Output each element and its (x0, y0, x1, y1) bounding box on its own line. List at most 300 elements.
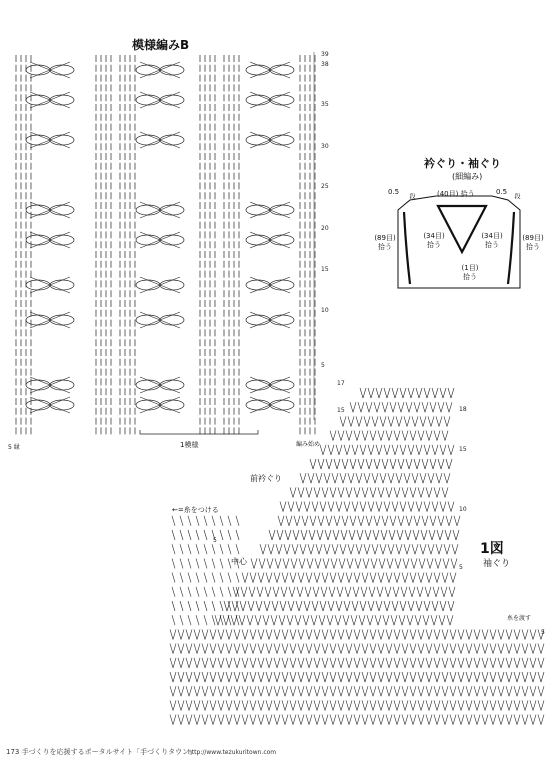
stitch-mark (541, 672, 544, 682)
motif-petal (160, 135, 184, 145)
stitch-mark (421, 431, 424, 441)
stitch-mark (303, 615, 306, 625)
stitch-mark (402, 431, 405, 441)
stitch-mark (282, 615, 285, 625)
stitch-mark (365, 644, 368, 654)
stitch-mark (345, 459, 348, 469)
stitch-mark (410, 629, 413, 639)
stitch-mark (490, 715, 493, 725)
stitch-mark (324, 587, 327, 597)
stitch-mark (390, 558, 393, 568)
stitch-mark (362, 431, 365, 441)
stitch-mark (242, 615, 245, 625)
stitch-mark (389, 672, 392, 682)
stitch-mark (448, 502, 451, 512)
stitch-mark (242, 629, 245, 639)
stitch-mark (374, 558, 377, 568)
stitch-mark (386, 644, 389, 654)
stitch-mark (396, 587, 399, 597)
stitch-mark (402, 715, 405, 725)
stitch-mark (229, 672, 232, 682)
stitch-mark (322, 686, 325, 696)
stitch-mark (202, 672, 205, 682)
stitch-mark (437, 686, 440, 696)
stitch-mark (386, 715, 389, 725)
stitch-mark (324, 544, 327, 554)
stitch-mark (333, 658, 336, 668)
stitch-mark (289, 587, 292, 597)
stitch-mark (282, 700, 285, 710)
stitch-mark (318, 558, 321, 568)
stitch-mark (354, 700, 357, 710)
stitch-mark (522, 686, 525, 696)
stitch-mark (354, 615, 357, 625)
stitch-mark (522, 658, 525, 668)
stitch-mark (298, 700, 301, 710)
stitch-mark (432, 530, 435, 540)
stitch-mark (525, 700, 528, 710)
stitch-mark (285, 573, 288, 583)
motif-petal (26, 380, 50, 390)
stitch-mark (293, 629, 296, 639)
stitch-mark (392, 502, 395, 512)
stitch-mark (506, 700, 509, 710)
stitch-mark (405, 686, 408, 696)
stitch-mark (389, 658, 392, 668)
stitch-mark (285, 686, 288, 696)
stitch-mark (341, 715, 344, 725)
stitch-mark (322, 644, 325, 654)
stitch-mark (281, 587, 284, 597)
stitch-mark (445, 530, 448, 540)
stitch-mark (405, 672, 408, 682)
stitch-mark (412, 416, 415, 426)
stitch-mark (498, 686, 501, 696)
stitch-mark (379, 558, 382, 568)
stitch-mark (430, 558, 433, 568)
stitch-mark (384, 445, 387, 455)
stitch-mark (501, 644, 504, 654)
stitch-mark (442, 672, 445, 682)
stitch-mark (372, 544, 375, 554)
stitch-mark (407, 544, 410, 554)
stitch-mark (290, 700, 293, 710)
stitch-mark (525, 644, 528, 654)
stitch-mark (331, 445, 334, 455)
stitch-mark (433, 516, 436, 526)
stitch-mark (490, 658, 493, 668)
stitch-mark (245, 715, 248, 725)
stitch-mark (178, 686, 181, 696)
stitch-mark (299, 502, 302, 512)
stitch-mark (325, 715, 328, 725)
stitch-mark (298, 487, 301, 497)
stitch-mark (431, 473, 434, 483)
stitch-mark (406, 558, 409, 568)
stitch-mark (424, 388, 427, 398)
stitch-mark (311, 544, 314, 554)
stitch-mark (474, 700, 477, 710)
stitch-mark (367, 473, 370, 483)
stitch-mark (196, 558, 199, 568)
stitch-mark (197, 658, 200, 668)
stitch-mark (416, 502, 419, 512)
stitch-mark (388, 416, 391, 426)
stitch-mark (485, 715, 488, 725)
stitch-mark (393, 516, 396, 526)
stitch-mark (441, 516, 444, 526)
left-side-label: (89目) 拾う (374, 234, 396, 251)
stitch-mark (342, 516, 345, 526)
stitch-mark (434, 672, 437, 682)
stitch-mark (378, 629, 381, 639)
stitch-mark (240, 601, 243, 611)
stitch-mark (202, 629, 205, 639)
stitch-mark (436, 416, 439, 426)
stitch-mark (322, 658, 325, 668)
stitch-mark (253, 686, 256, 696)
stitch-mark (329, 516, 332, 526)
stitch-mark (355, 558, 358, 568)
stitch-mark (346, 629, 349, 639)
stitch-mark (378, 431, 381, 441)
stitch-mark (525, 672, 528, 682)
pattern-b-title: 模様編みB (132, 38, 190, 52)
stitch-mark (276, 544, 279, 554)
stitch-mark (180, 544, 183, 554)
stitch-mark (418, 615, 421, 625)
stitch-mark (427, 502, 430, 512)
stitch-mark (194, 644, 197, 654)
stitch-mark (501, 700, 504, 710)
stitch-mark (269, 629, 272, 639)
stitch-mark (271, 615, 274, 625)
stitch-mark (506, 658, 509, 668)
stitch-mark (212, 587, 215, 597)
stitch-mark (336, 530, 339, 540)
stitch-mark (285, 629, 288, 639)
stitch-mark (365, 487, 368, 497)
stitch-mark (453, 686, 456, 696)
stitch-mark (421, 700, 424, 710)
stitch-mark (418, 644, 421, 654)
stitch-mark (229, 715, 232, 725)
stitch-mark (449, 459, 452, 469)
stitch-mark (451, 502, 454, 512)
motif-petal (270, 235, 294, 245)
stitch-mark (301, 644, 304, 654)
stitch-mark (264, 601, 267, 611)
stitch-mark (322, 629, 325, 639)
stitch-mark (356, 544, 359, 554)
stitch-mark (250, 644, 253, 654)
stitch-mark (226, 615, 229, 625)
stitch-mark (202, 658, 205, 668)
stitch-mark (419, 558, 422, 568)
stitch-mark (261, 629, 264, 639)
motif-petal (50, 400, 74, 410)
stitch-mark (279, 615, 282, 625)
stitch-mark (349, 644, 352, 654)
stitch-mark (434, 629, 437, 639)
stitch-mark (343, 544, 346, 554)
stitch-mark (277, 686, 280, 696)
stitch-mark (186, 629, 189, 639)
stitch-mark (322, 715, 325, 725)
stitch-mark (307, 558, 310, 568)
stitch-mark (189, 644, 192, 654)
stitch-mark (437, 644, 440, 654)
stitch-mark (236, 544, 239, 554)
stitch-mark (320, 445, 323, 455)
stitch-mark (411, 388, 414, 398)
stitch-mark (432, 388, 435, 398)
stitch-mark (178, 644, 181, 654)
stitch-mark (530, 644, 533, 654)
left-v-label: (34目) 拾う (423, 232, 445, 249)
stitch-mark (405, 629, 408, 639)
stitch-mark (428, 473, 431, 483)
stitch-mark (378, 715, 381, 725)
stitch-mark (361, 459, 364, 469)
stitch-mark (338, 715, 341, 725)
stitch-mark (364, 544, 367, 554)
stitch-mark (408, 388, 411, 398)
stitch-mark (258, 615, 261, 625)
stitch-mark (170, 672, 173, 682)
stitch-mark (419, 601, 422, 611)
stitch-mark (375, 544, 378, 554)
stitch-mark (380, 416, 383, 426)
stitch-mark (458, 629, 461, 639)
stitch-mark (363, 558, 366, 568)
stitch-mark (383, 544, 386, 554)
stitch-mark (274, 715, 277, 725)
stitch-mark (173, 686, 176, 696)
stitch-mark (446, 402, 449, 412)
stitch-mark (308, 544, 311, 554)
stitch-mark (330, 700, 333, 710)
stitch-mark (517, 672, 520, 682)
stitch-mark (269, 530, 272, 540)
stitch-mark (266, 573, 269, 583)
stitch-mark (371, 502, 374, 512)
stitch-mark (197, 629, 200, 639)
stitch-mark (469, 658, 472, 668)
stitch-mark (376, 502, 379, 512)
stitch-mark (415, 544, 418, 554)
stitch-mark (338, 573, 341, 583)
stitch-mark (335, 473, 338, 483)
stitch-mark (350, 402, 353, 412)
stitch-mark (290, 672, 293, 682)
stitch-mark (383, 473, 386, 483)
stitch-mark (439, 416, 442, 426)
stitch-mark (391, 615, 394, 625)
stitch-mark (274, 672, 277, 682)
stitch-mark (365, 700, 368, 710)
stitch-mark (341, 658, 344, 668)
stitch-mark (234, 686, 237, 696)
stitch-mark (255, 615, 258, 625)
stitch-mark (485, 658, 488, 668)
motif-petal (136, 380, 160, 390)
stitch-mark (391, 544, 394, 554)
stitch-mark (280, 502, 283, 512)
stitch-mark (452, 544, 455, 554)
right-half-unit: 段 (513, 193, 520, 199)
stitch-mark (300, 587, 303, 597)
stitch-mark (327, 544, 330, 554)
stitch-mark (514, 686, 517, 696)
stitch-mark (405, 715, 408, 725)
row-number: 15 (337, 407, 345, 414)
stitch-mark (269, 715, 272, 725)
stitch-mark (362, 644, 365, 654)
stitch-mark (315, 502, 318, 512)
stitch-mark (180, 516, 183, 526)
stitch-mark (301, 487, 304, 497)
motif-petal (270, 95, 294, 105)
stitch-mark (410, 686, 413, 696)
stitch-mark (522, 715, 525, 725)
motif-petal (246, 400, 270, 410)
stitch-mark (394, 615, 397, 625)
stitch-mark (307, 502, 310, 512)
stitch-mark (442, 686, 445, 696)
motif-petal (50, 235, 74, 245)
stitch-mark (397, 431, 400, 441)
stitch-mark (413, 658, 416, 668)
stitch-mark (375, 473, 378, 483)
stitch-mark (247, 615, 250, 625)
stitch-mark (194, 700, 197, 710)
stitch-mark (253, 672, 256, 682)
stitch-mark (285, 644, 288, 654)
stitch-mark (242, 686, 245, 696)
stitch-mark (330, 658, 333, 668)
stitch-mark (220, 587, 223, 597)
stitch-mark (418, 487, 421, 497)
stitch-mark (378, 644, 381, 654)
stitch-mark (279, 544, 282, 554)
stitch-mark (389, 715, 392, 725)
stitch-mark (395, 601, 398, 611)
stitch-mark (205, 715, 208, 725)
stitch-mark (283, 601, 286, 611)
stitch-mark (197, 644, 200, 654)
stitch-mark (474, 629, 477, 639)
stitch-mark (322, 573, 325, 583)
stitch-mark (210, 686, 213, 696)
stitch-mark (431, 416, 434, 426)
stitch-mark (350, 459, 353, 469)
motif-petal (50, 95, 74, 105)
stitch-mark (299, 558, 302, 568)
stitch-mark (385, 402, 388, 412)
stitch-mark (253, 700, 256, 710)
stitch-mark (321, 516, 324, 526)
stitch-mark (506, 644, 509, 654)
motif-petal (50, 315, 74, 325)
stitch-mark (341, 431, 344, 441)
stitch-mark (212, 615, 215, 625)
motif-petal (26, 315, 50, 325)
stitch-mark (485, 686, 488, 696)
stitch-mark (357, 644, 360, 654)
stitch-mark (441, 459, 444, 469)
stitch-mark (274, 629, 277, 639)
stitch-mark (436, 587, 439, 597)
stitch-mark (410, 715, 413, 725)
stitch-mark (303, 544, 306, 554)
stitch-mark (257, 587, 260, 597)
stitch-mark (306, 658, 309, 668)
stitch-mark (224, 601, 227, 611)
stitch-mark (420, 587, 423, 597)
stitch-mark (362, 615, 365, 625)
stitch-mark (330, 629, 333, 639)
stitch-mark (333, 487, 336, 497)
row-number: 20 (321, 225, 329, 232)
row-number: 25 (321, 183, 329, 190)
stitch-mark (330, 573, 333, 583)
stitch-mark (221, 629, 224, 639)
stitch-mark (450, 629, 453, 639)
stitch-mark (256, 601, 259, 611)
stitch-mark (188, 544, 191, 554)
stitch-mark (474, 715, 477, 725)
stitch-mark (338, 487, 341, 497)
stitch-mark (226, 672, 229, 682)
stitch-mark (391, 416, 394, 426)
stitch-mark (421, 672, 424, 682)
stitch-mark (364, 473, 367, 483)
stitch-mark (369, 459, 372, 469)
neck-diagram-subtitle: (細編み) (452, 172, 483, 181)
stitch-mark (404, 473, 407, 483)
stitch-mark (416, 445, 419, 455)
stitch-mark (466, 686, 469, 696)
stitch-mark (277, 629, 280, 639)
stitch-mark (386, 431, 389, 441)
stitch-mark (213, 686, 216, 696)
stitch-mark (301, 686, 304, 696)
stitch-mark (451, 388, 454, 398)
stitch-mark (357, 431, 360, 441)
stitch-mark (426, 700, 429, 710)
stitch-mark (375, 416, 378, 426)
stitch-mark (517, 715, 520, 725)
stitch-mark (451, 445, 454, 455)
stitch-mark (278, 558, 281, 568)
stitch-mark (409, 402, 412, 412)
stitch-mark (314, 487, 317, 497)
stitch-mark (343, 615, 346, 625)
stitch-mark (379, 601, 382, 611)
motif-petal (136, 205, 160, 215)
stitch-mark (525, 629, 528, 639)
stitch-mark (452, 587, 455, 597)
stitch-mark (437, 629, 440, 639)
stitch-mark (372, 473, 375, 483)
stitch-mark (414, 516, 417, 526)
stitch-mark (293, 672, 296, 682)
stitch-mark (428, 587, 431, 597)
stitch-mark (453, 672, 456, 682)
stitch-mark (342, 558, 345, 568)
motif-petal (246, 280, 270, 290)
